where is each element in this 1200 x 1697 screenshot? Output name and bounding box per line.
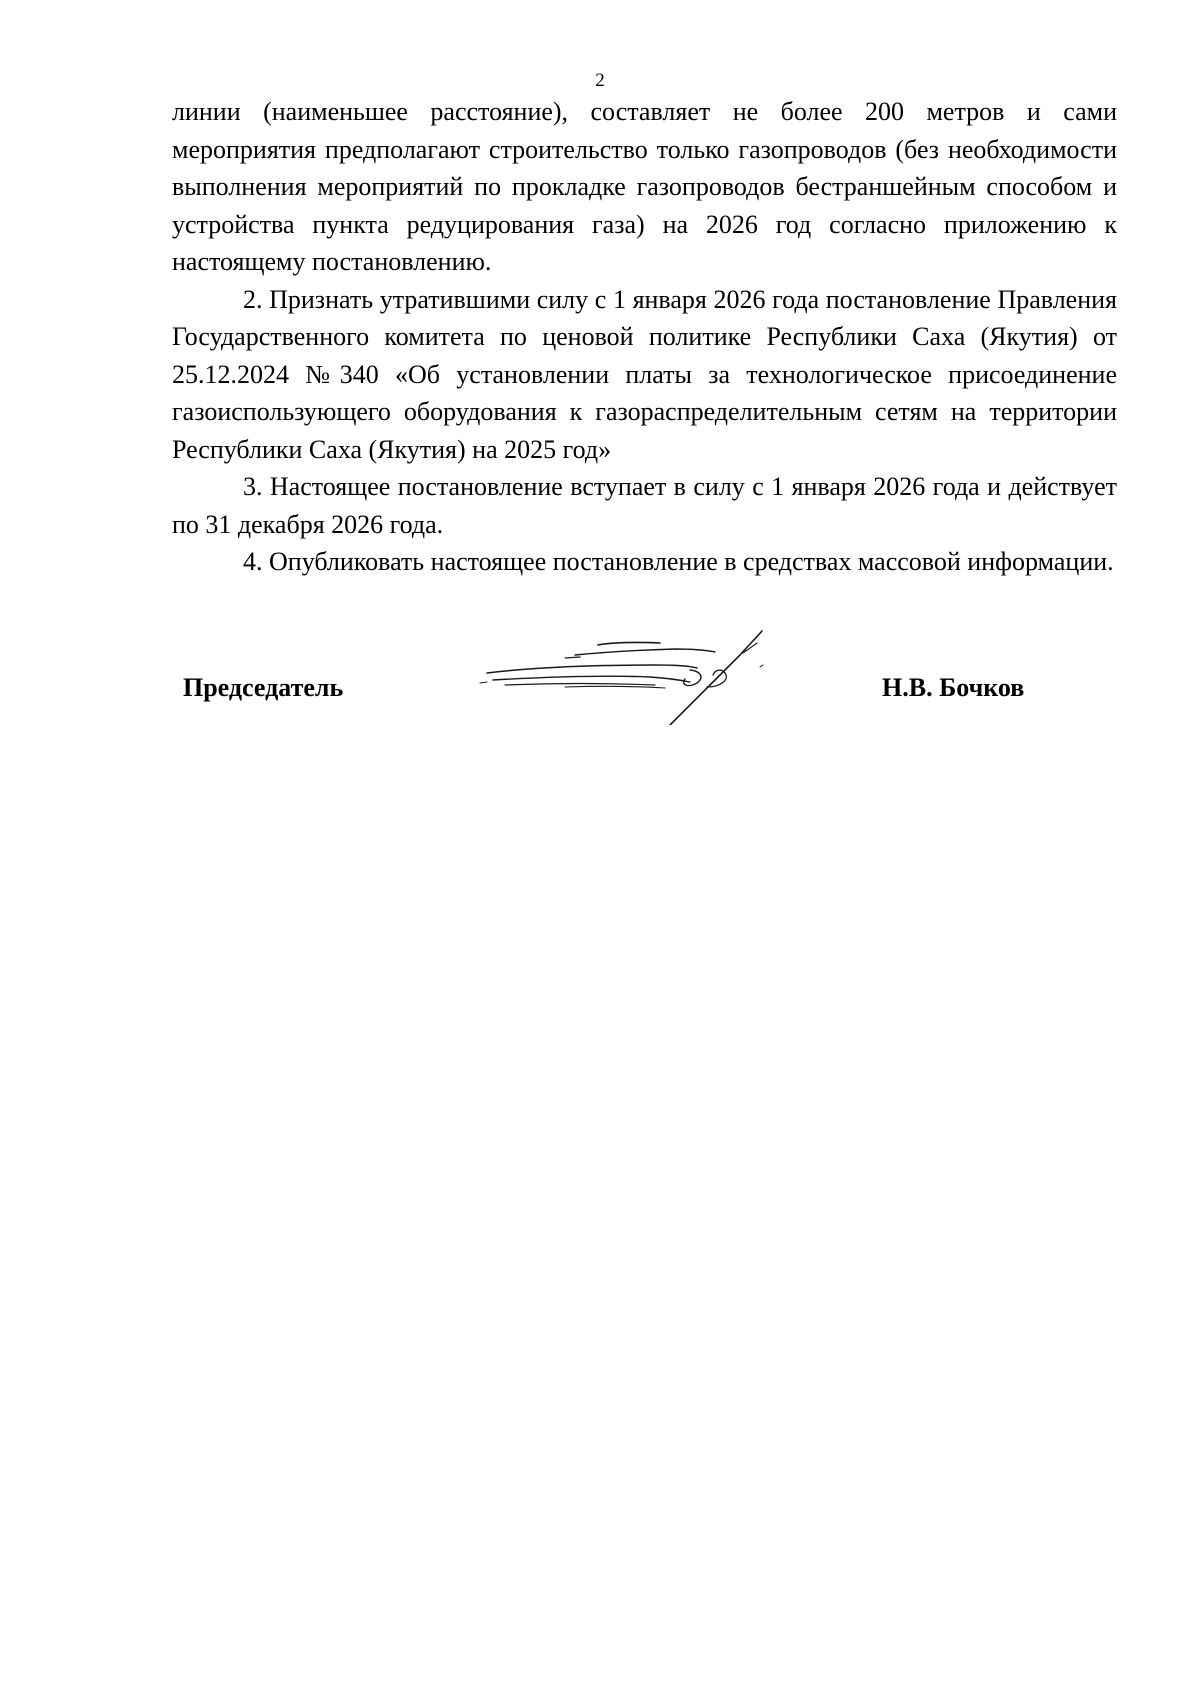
- handwritten-signature: [475, 625, 785, 725]
- signatory-position: Председатель: [183, 673, 344, 702]
- page-number: 2: [595, 70, 605, 91]
- paragraph-item-4: 4. Опубликовать настоящее постановление в средствах массовой информации.: [243, 547, 1114, 576]
- signature-block: [0, 625, 1200, 735]
- paragraph-item-3: 3. Настоящее постановление вступает в силу с 1 января 2026 года и действует по 31 декабря 2026 года.: [172, 472, 1117, 539]
- document-body: [172, 93, 1117, 581]
- paragraph-continuation: линии (наименьшее расстояние), составляет не более 200 метров и сами мероприятия предполагают строительство только газопроводов (без необходимости выполнения мероприятий по прокладке газопроводов бестраншейным способом и устройства пункта редуцирования газа) на 2026 год согласно приложению к настоящему постановлению.: [172, 97, 1117, 276]
- signatory-name: Н.В. Бочков: [882, 673, 1025, 702]
- paragraph-item-2: 2. Признать утратившими силу с 1 января 2026 года постановление Правления Государственного комитета по ценовой политике Республики Саха (Якутия) от 25.12.2024 №340 «Об установлении платы за технологическое присоединение газоиспользующего оборудования к газораспределительным сетям на территории Республики Саха (Якутия) на 2025 год»: [172, 284, 1117, 464]
